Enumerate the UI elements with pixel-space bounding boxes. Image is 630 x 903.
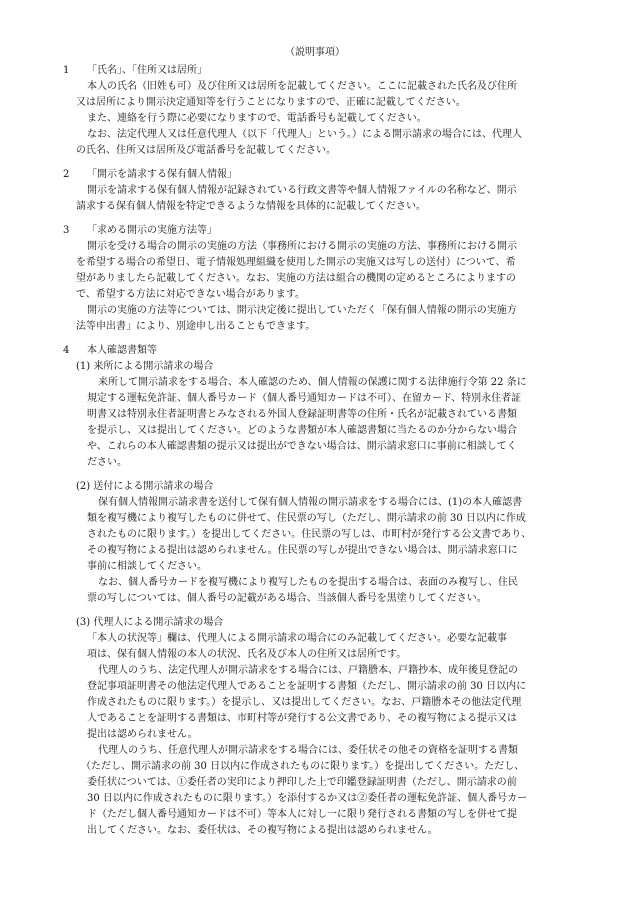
paragraph-line: ださい。 [87,457,127,468]
paragraph-line: 登記事項証明書その他法定代理人であることを証明する書類（ただし、開示請求の前 30 日以内に [87,681,527,692]
section-number: 2 [63,169,70,180]
paragraph-line: その複写物による提出は認められません。住民票の写しが提出できない場合は、開示請求窓口に [87,545,518,556]
paragraph-line: （ただし、開示請求の前 30 日以内に作成されたものに限ります。）を提出してください。ただし、 [81,761,525,772]
section-number: 3 [63,225,70,236]
subsection-heading: (2) 送付による開示請求の場合 [76,481,214,492]
paragraph-line: 保有個人情報開示請求書を送付して保有個人情報の開示請求をする場合には、(1)の本人確認書 [98,497,523,508]
paragraph-line: 代理人のうち、任意代理人が開示請求をする場合には、委任状その他その資格を証明する書類 [98,745,518,756]
paragraph-line: 出してください。なお、委任状は、その複写物による提出は認められません。 [87,825,438,836]
paragraph-line: なお、個人番号カードを複写機により複写したものを提出する場合は、表面のみ複写し、住民 [98,577,518,588]
paragraph-line: 本人の氏名（旧姓も可）及び住所又は居所を記載してください。ここに記載された氏名及び住所 [87,81,517,92]
paragraph-line: 開示の実施の方法等については、開示決定後に提出していただく「保有個人情報の開示の実施方 [87,305,517,316]
paragraph-line: ド（ただし個人番号通知カードは不可）等本人に対し一に限り発行される書類の写しを併せて提 [87,809,517,820]
paragraph-line: また、連絡を行う際に必要になりますので、電話番号も記載してください。 [87,113,427,124]
paragraph-line: を希望する場合の希望日、電子情報処理組織を使用した開示の実施又は写しの送付）について、希 [76,257,516,268]
paragraph-line: の氏名、住所又は居所及び電話番号を記載してください。 [76,145,336,156]
paragraph-line: を提示し、又は提出してください。どのような書類が本人確認書類に当たるのか分からない場合 [87,425,517,436]
paragraph-line: で、希望する方法に対応できない場合があります。 [76,289,305,300]
paragraph-line: 票の写しについては、個人番号の記載がある場合、当該個人番号を黒塗りしてください。 [87,593,487,604]
section-heading: 「氏名」、「住所又は居所」 [87,65,207,76]
paragraph-line: 「本人の状況等」欄は、代理人による開示請求の場合にのみ記載してください。必要な記載事 [87,633,507,644]
paragraph-line: 類を複写機により複写したものに併せて、住民票の写し（ただし、開示請求の前 30 日以内に作成 [87,513,526,524]
paragraph-line: 規定する運転免許証、個人番号カード（個人番号通知カードは不可）、在留カード、特別永住者証 [87,393,522,404]
paragraph-line: 法等申出書」により、別途申し出ることもできます。 [76,321,316,332]
subsection-heading: (1) 来所による開示請求の場合 [76,361,214,372]
paragraph-line: 30 日以内に作成されたものに限ります。）を添付するか又は②委任者の運転免許証、個人番号カー [87,793,528,804]
paragraph-line: なお、法定代理人又は任意代理人（以下「代理人」という。）による開示請求の場合には、代理人 [87,129,522,140]
paragraph-line: や、これらの本人確認書類の提示又は提出ができない場合は、開示請求窓口に事前に相談してく [87,441,517,452]
paragraph-line: 提出は認められません。 [87,729,198,740]
section-number: 1 [63,65,70,76]
paragraph-line: 請求する保有個人情報を特定できるような情報を具体的に記載してください。 [76,201,426,212]
paragraph-line: 作成されたものに限ります。）を提示し、又は提出してください。なお、戸籍謄本その他法定代理 [87,697,522,708]
paragraph-line: 明書又は特別永住者証明書とみなされる外国人登録証明書等の住所・氏名が記載されている書類 [87,409,517,420]
paragraph-line: 委任状については、①委任者の実印により押印した上で印鑑登録証明書（ただし、開示請求の前 [87,777,517,788]
paragraph-line: されたものに限ります。）を提出してください。住民票の写しは、市町村が発行する公文書であり、 [87,529,532,540]
paragraph-line: 望がありましたら記載してください。なお、実施の方法は組合の機関の定めるところによりますの [76,273,516,284]
paragraph-line: 開示を請求する保有個人情報が記録されている行政文書等や個人情報ファイルの名称など、開示 [87,185,517,196]
paragraph-line: 事前に相談してください。 [87,561,207,572]
paragraph-line: 又は居所により開示決定通知等を行うことになりますので、正確に記載してください。 [76,97,466,108]
section-heading: 「開示を請求する保有個人情報」 [87,169,237,180]
section-number: 4 [63,345,70,356]
document-title: （説明事項） [285,47,345,58]
paragraph-line: 項は、保有個人情報の本人の状況、氏名及び本人の住所又は居所です。 [87,649,407,660]
paragraph-line: 開示を受ける場合の開示の実施の方法（事務所における開示の実施の方法、事務所における開示 [87,241,517,252]
subsection-heading: (3) 代理人による開示請求の場合 [76,617,224,628]
section-heading: 本人確認書類等 [87,345,157,356]
paragraph-line: 人であることを証明する書類は、市町村等が発行する公文書であり、その複写物による提示又は [87,713,517,724]
paragraph-line: 代理人のうち、法定代理人が開示請求をする場合には、戸籍謄本、戸籍抄本、成年後見登記の [98,665,518,676]
paragraph-line: 来所して開示請求をする場合、本人確認のため、個人情報の保護に関する法律施行令第 22 条に [98,377,527,388]
section-heading: 「求める開示の実施方法等」 [87,225,217,236]
